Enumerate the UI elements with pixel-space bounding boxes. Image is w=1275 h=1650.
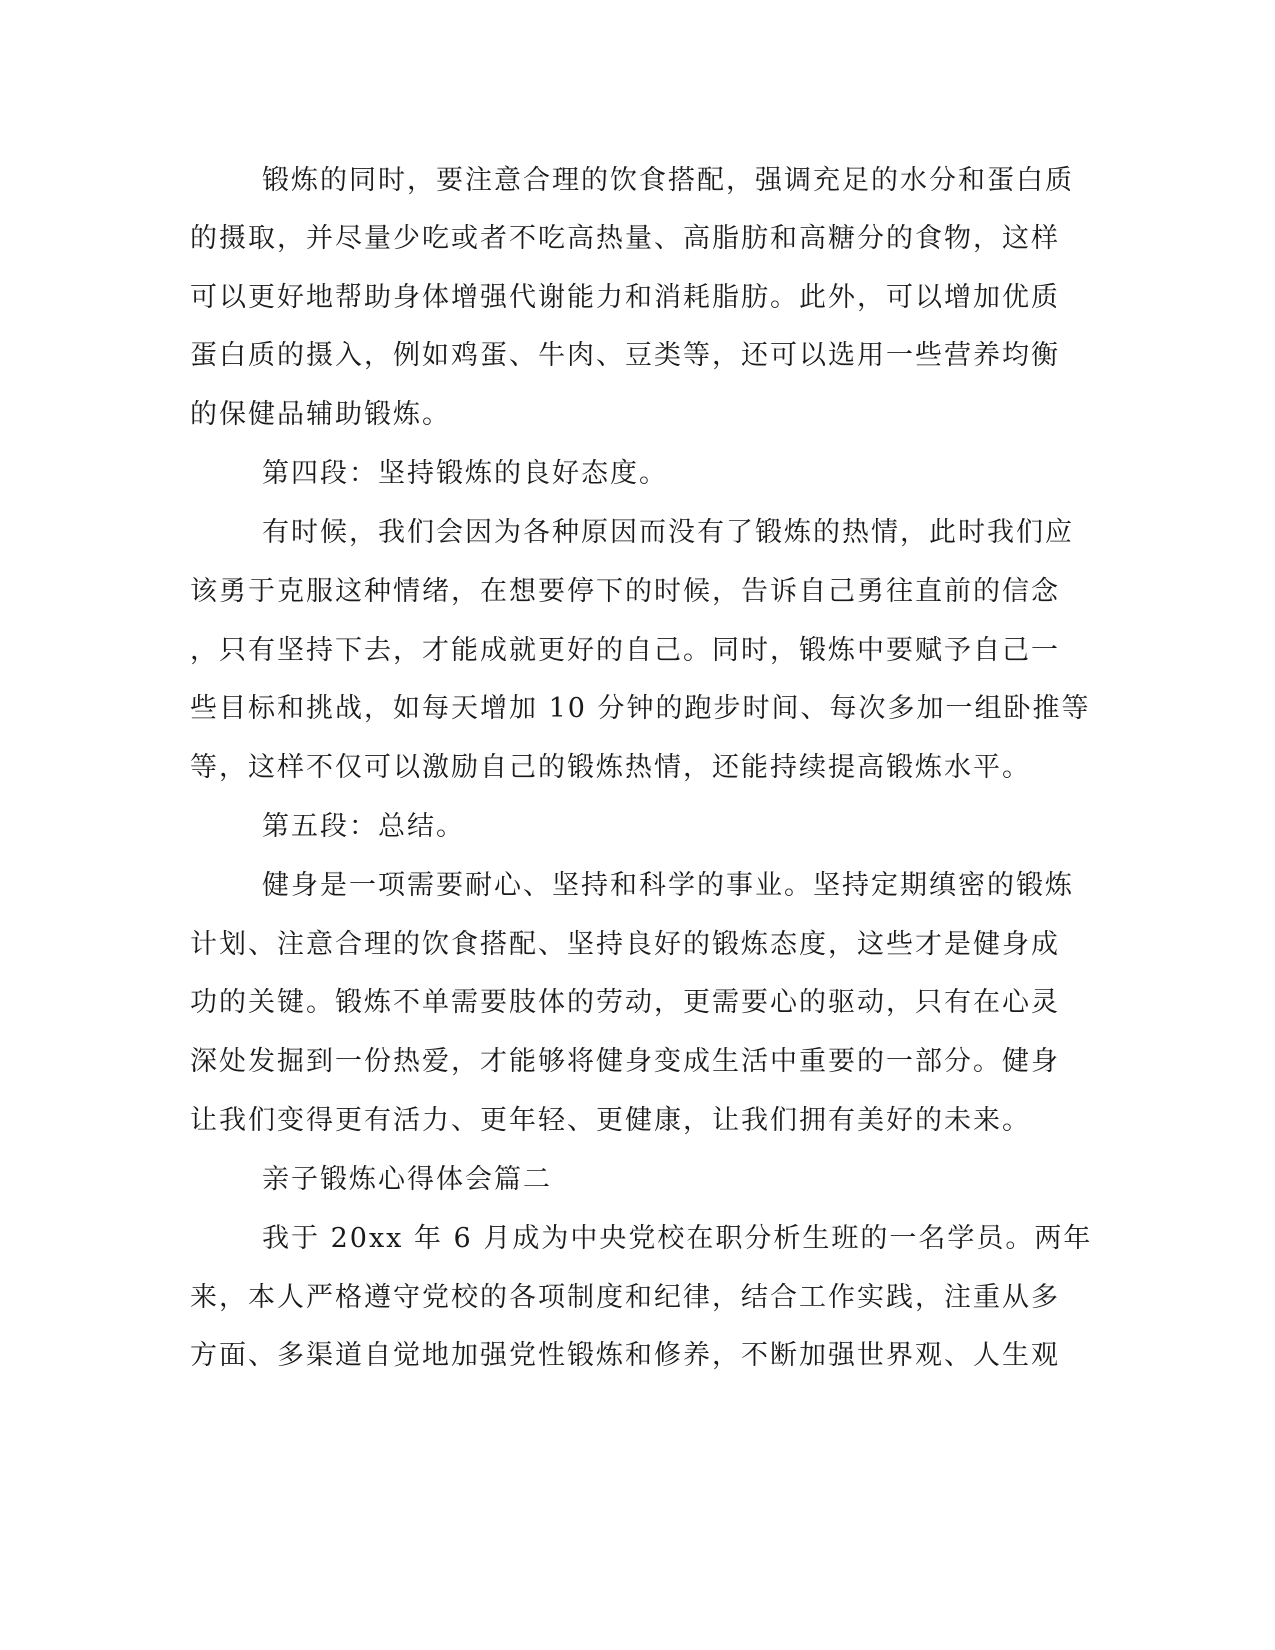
paragraph-line: 蛋白质的摄入，例如鸡蛋、牛肉、豆类等，还可以选用一些营养均衡 (190, 340, 1060, 371)
paragraph-line: 有时候，我们会因为各种原因而没有了锻炼的热情，此时我们应 (262, 517, 1074, 548)
paragraph-line: 方面、多渠道自觉地加强党性锻炼和修养，不断加强世界观、人生观 (190, 1340, 1060, 1371)
paragraph-line: 健身是一项需要耐心、坚持和科学的事业。坚持定期缜密的锻炼 (262, 870, 1074, 901)
paragraph-line: 让我们变得更有活力、更年轻、更健康，让我们拥有美好的未来。 (190, 1105, 1031, 1136)
paragraph-line: ，只有坚持下去，才能成就更好的自己。同时，锻炼中要赋予自己一 (190, 635, 1060, 666)
paragraph-line: 些目标和挑战，如每天增加 10 分钟的跑步时间、每次多加一组卧推等 (190, 693, 1091, 724)
paragraph-line: 的保健品辅助锻炼。 (190, 399, 451, 430)
paragraph-line: 深处发掘到一份热爱，才能够将健身变成生活中重要的一部分。健身 (190, 1046, 1060, 1077)
paragraph-line: 我于 20xx 年 6 月成为中央党校在职分析生班的一名学员。两年 (262, 1223, 1093, 1254)
paragraph-line: 等，这样不仅可以激励自己的锻炼热情，还能持续提高锻炼水平。 (190, 752, 1031, 783)
paragraph-line: 来，本人严格遵守党校的各项制度和纪律，结合工作实践，注重从多 (190, 1282, 1060, 1313)
section-heading: 第四段：坚持锻炼的良好态度。 (262, 458, 668, 489)
section-heading: 第五段：总结。 (262, 811, 465, 842)
paragraph-line: 计划、注意合理的饮食搭配、坚持良好的锻炼态度，这些才是健身成 (190, 929, 1060, 960)
paragraph-line: 该勇于克服这种情绪，在想要停下的时候，告诉自己勇往直前的信念 (190, 576, 1060, 607)
paragraph-line: 功的关键。锻炼不单需要肢体的劳动，更需要心的驱动，只有在心灵 (190, 987, 1060, 1018)
paragraph-line: 锻炼的同时，要注意合理的饮食搭配，强调充足的水分和蛋白质 (262, 165, 1074, 196)
section-heading: 亲子锻炼心得体会篇二 (262, 1164, 552, 1195)
paragraph-line: 可以更好地帮助身体增强代谢能力和消耗脂肪。此外，可以增加优质 (190, 282, 1060, 313)
paragraph-line: 的摄取，并尽量少吃或者不吃高热量、高脂肪和高糖分的食物，这样 (190, 223, 1060, 254)
